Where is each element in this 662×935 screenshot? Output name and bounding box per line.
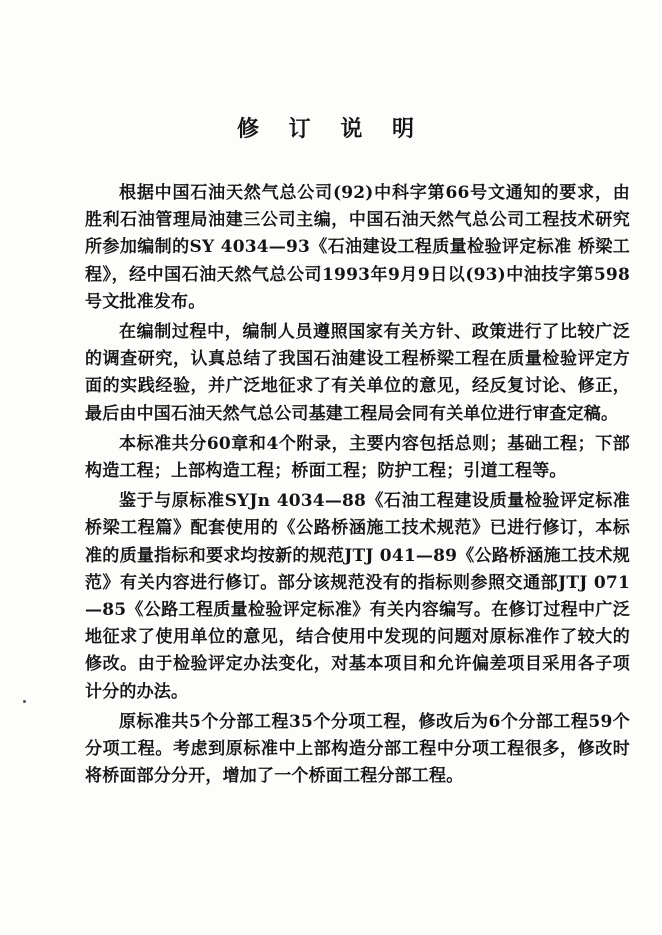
paragraph-2: 在编制过程中，编制人员遵照国家有关方针、政策进行了比较广泛的调查研究，认真总结了我国石油建设工程桥梁工程在质量检验评定方面的实践经验，并广泛地征求了有关单位的意见，经反复讨论、修正，最后由中国石油天然气总公司基建工程局会同有关单位进行审查定稿。: [85, 322, 630, 424]
document-body: [85, 180, 630, 793]
paragraph-3: 本标准共分60章和4个附录，主要内容包括总则；基础工程；下部构造工程；上部构造工程；桥面工程；防护工程；引道工程等。: [85, 433, 630, 482]
paragraph-5: 原标准共5个分部工程35个分项工程，修改后为6个分部工程59个分项工程。考虑到原标准中上部构造分部工程中分项工程很多，修改时将桥面部分分开，增加了一个桥面工程分部工程。: [85, 711, 630, 787]
page-title: 修 订 说 明: [237, 116, 425, 142]
paragraph-1: 根据中国石油天然气总公司(92)中科字第66号文通知的要求，由胜利石油管理局油建三公司主编，中国石油天然气总公司工程技术研究所参加编制的SY 4034—93《石油建设工程质量检验评定标准 桥梁工程》，经中国石油天然气总公司1993年9月9日以(93)中油技字第598号文批准发布。: [85, 183, 630, 312]
paragraph-4: 鉴于与原标准SYJn 4034—88《石油工程建设质量检验评定标准 桥梁工程篇》配套使用的《公路桥涵施工技术规范》已进行修订，本标准的质量指标和要求均按新的规范JTJ 041—89《公路桥涵施工技术规范》有关内容进行修订。部分该规范没有的指标则参照交通部JTJ 071—85《公路工程质量检验评定标准》有关内容编写。在修订过程中广泛地征求了使用单位的意见，结合使用中发现的问题对原标准作了较大的修改。由于检验评定办法变化，对基本项目和允许偏差项目采用各子项计分的办法。: [85, 491, 630, 702]
margin-mark: [23, 700, 26, 703]
